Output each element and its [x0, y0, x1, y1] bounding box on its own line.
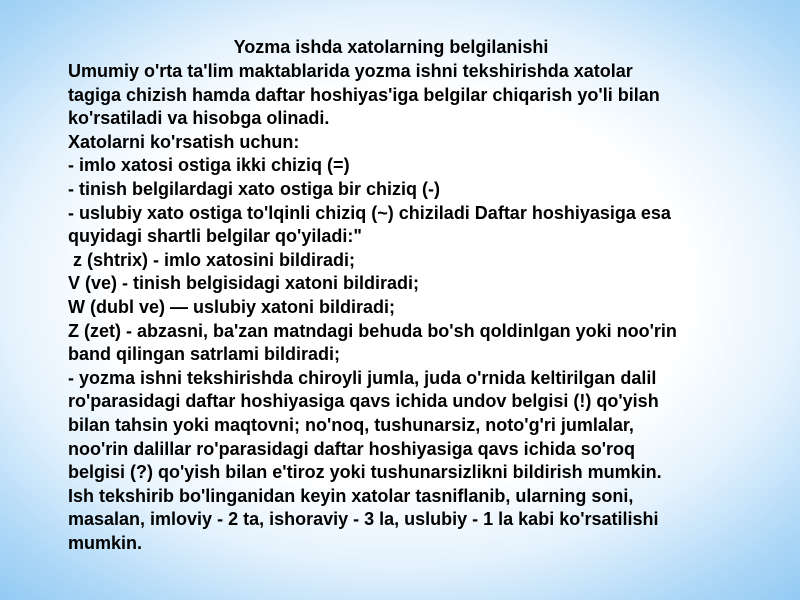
text-line: masalan, imloviy - 2 ta, ishoraviy - 3 la, uslubiy - 1 la kabi ko'rsatilishi	[68, 509, 659, 530]
text-line: V (ve) - tinish belgisidagi xatoni bildiradi;	[68, 273, 420, 294]
text-line: - imlo xatosi ostiga ikki chiziq (=)	[68, 155, 350, 176]
slide-body	[68, 60, 788, 555]
text-line: W (dubl ve) — uslubiy xatoni bildiradi;	[68, 296, 396, 317]
text-line: z (shtrix) - imlo xatosini bildiradi;	[68, 249, 356, 270]
text-line: belgisi (?) qo'yish bilan e'tiroz yoki tushunarsizlikni bildirish mumkin.	[68, 462, 662, 483]
text-line: quyidagi shartli belgilar qo'yiladi:"	[68, 226, 362, 247]
slide-title: Yozma ishda xatolarning belgilanishi	[233, 37, 549, 57]
text-line: - uslubiy xato ostiga to'lqinli chiziq (~) chiziladi Daftar hoshiyasiga esa	[68, 202, 671, 223]
text-line: Xatolarni ko'rsatish uchun:	[68, 131, 300, 152]
text-line: Umumiy o'rta ta'lim maktablarida yozma ishni tekshirishda xatolar	[68, 61, 633, 81]
text-line: mumkin.	[68, 532, 143, 553]
text-line: Z (zet) - abzasni, ba'zan matndagi behuda bo'sh qoldinlgan yoki noo'rin	[68, 320, 677, 341]
text-line: band qilingan satrlami bildiradi;	[68, 344, 341, 365]
text-line: bilan tahsin yoki maqtovni; no'noq, tushunarsiz, noto'g'ri jumlalar,	[68, 414, 634, 435]
text-line: noo'rin dalillar ro'parasidagi daftar hoshiyasiga qavs ichida so'roq	[68, 438, 635, 459]
text-line: Ish tekshirib bo'linganidan keyin xatolar tasniflanib, ularning soni,	[68, 485, 634, 506]
text-line: ko'rsatiladi va hisobga olinadi.	[68, 108, 330, 129]
text-line: tagiga chizish hamda daftar hoshiyas'iga belgilar chiqarish yo'li bilan	[68, 84, 660, 105]
text-line: - yozma ishni tekshirishda chiroyli jumla, juda o'rnida keltirilgan dalil	[68, 367, 657, 388]
text-line: - tinish belgilardagi xato ostiga bir chiziq (-)	[68, 178, 441, 199]
text-line: ro'parasidagi daftar hoshiyasiga qavs ichida undov belgisi (!) qo'yish	[68, 391, 659, 412]
